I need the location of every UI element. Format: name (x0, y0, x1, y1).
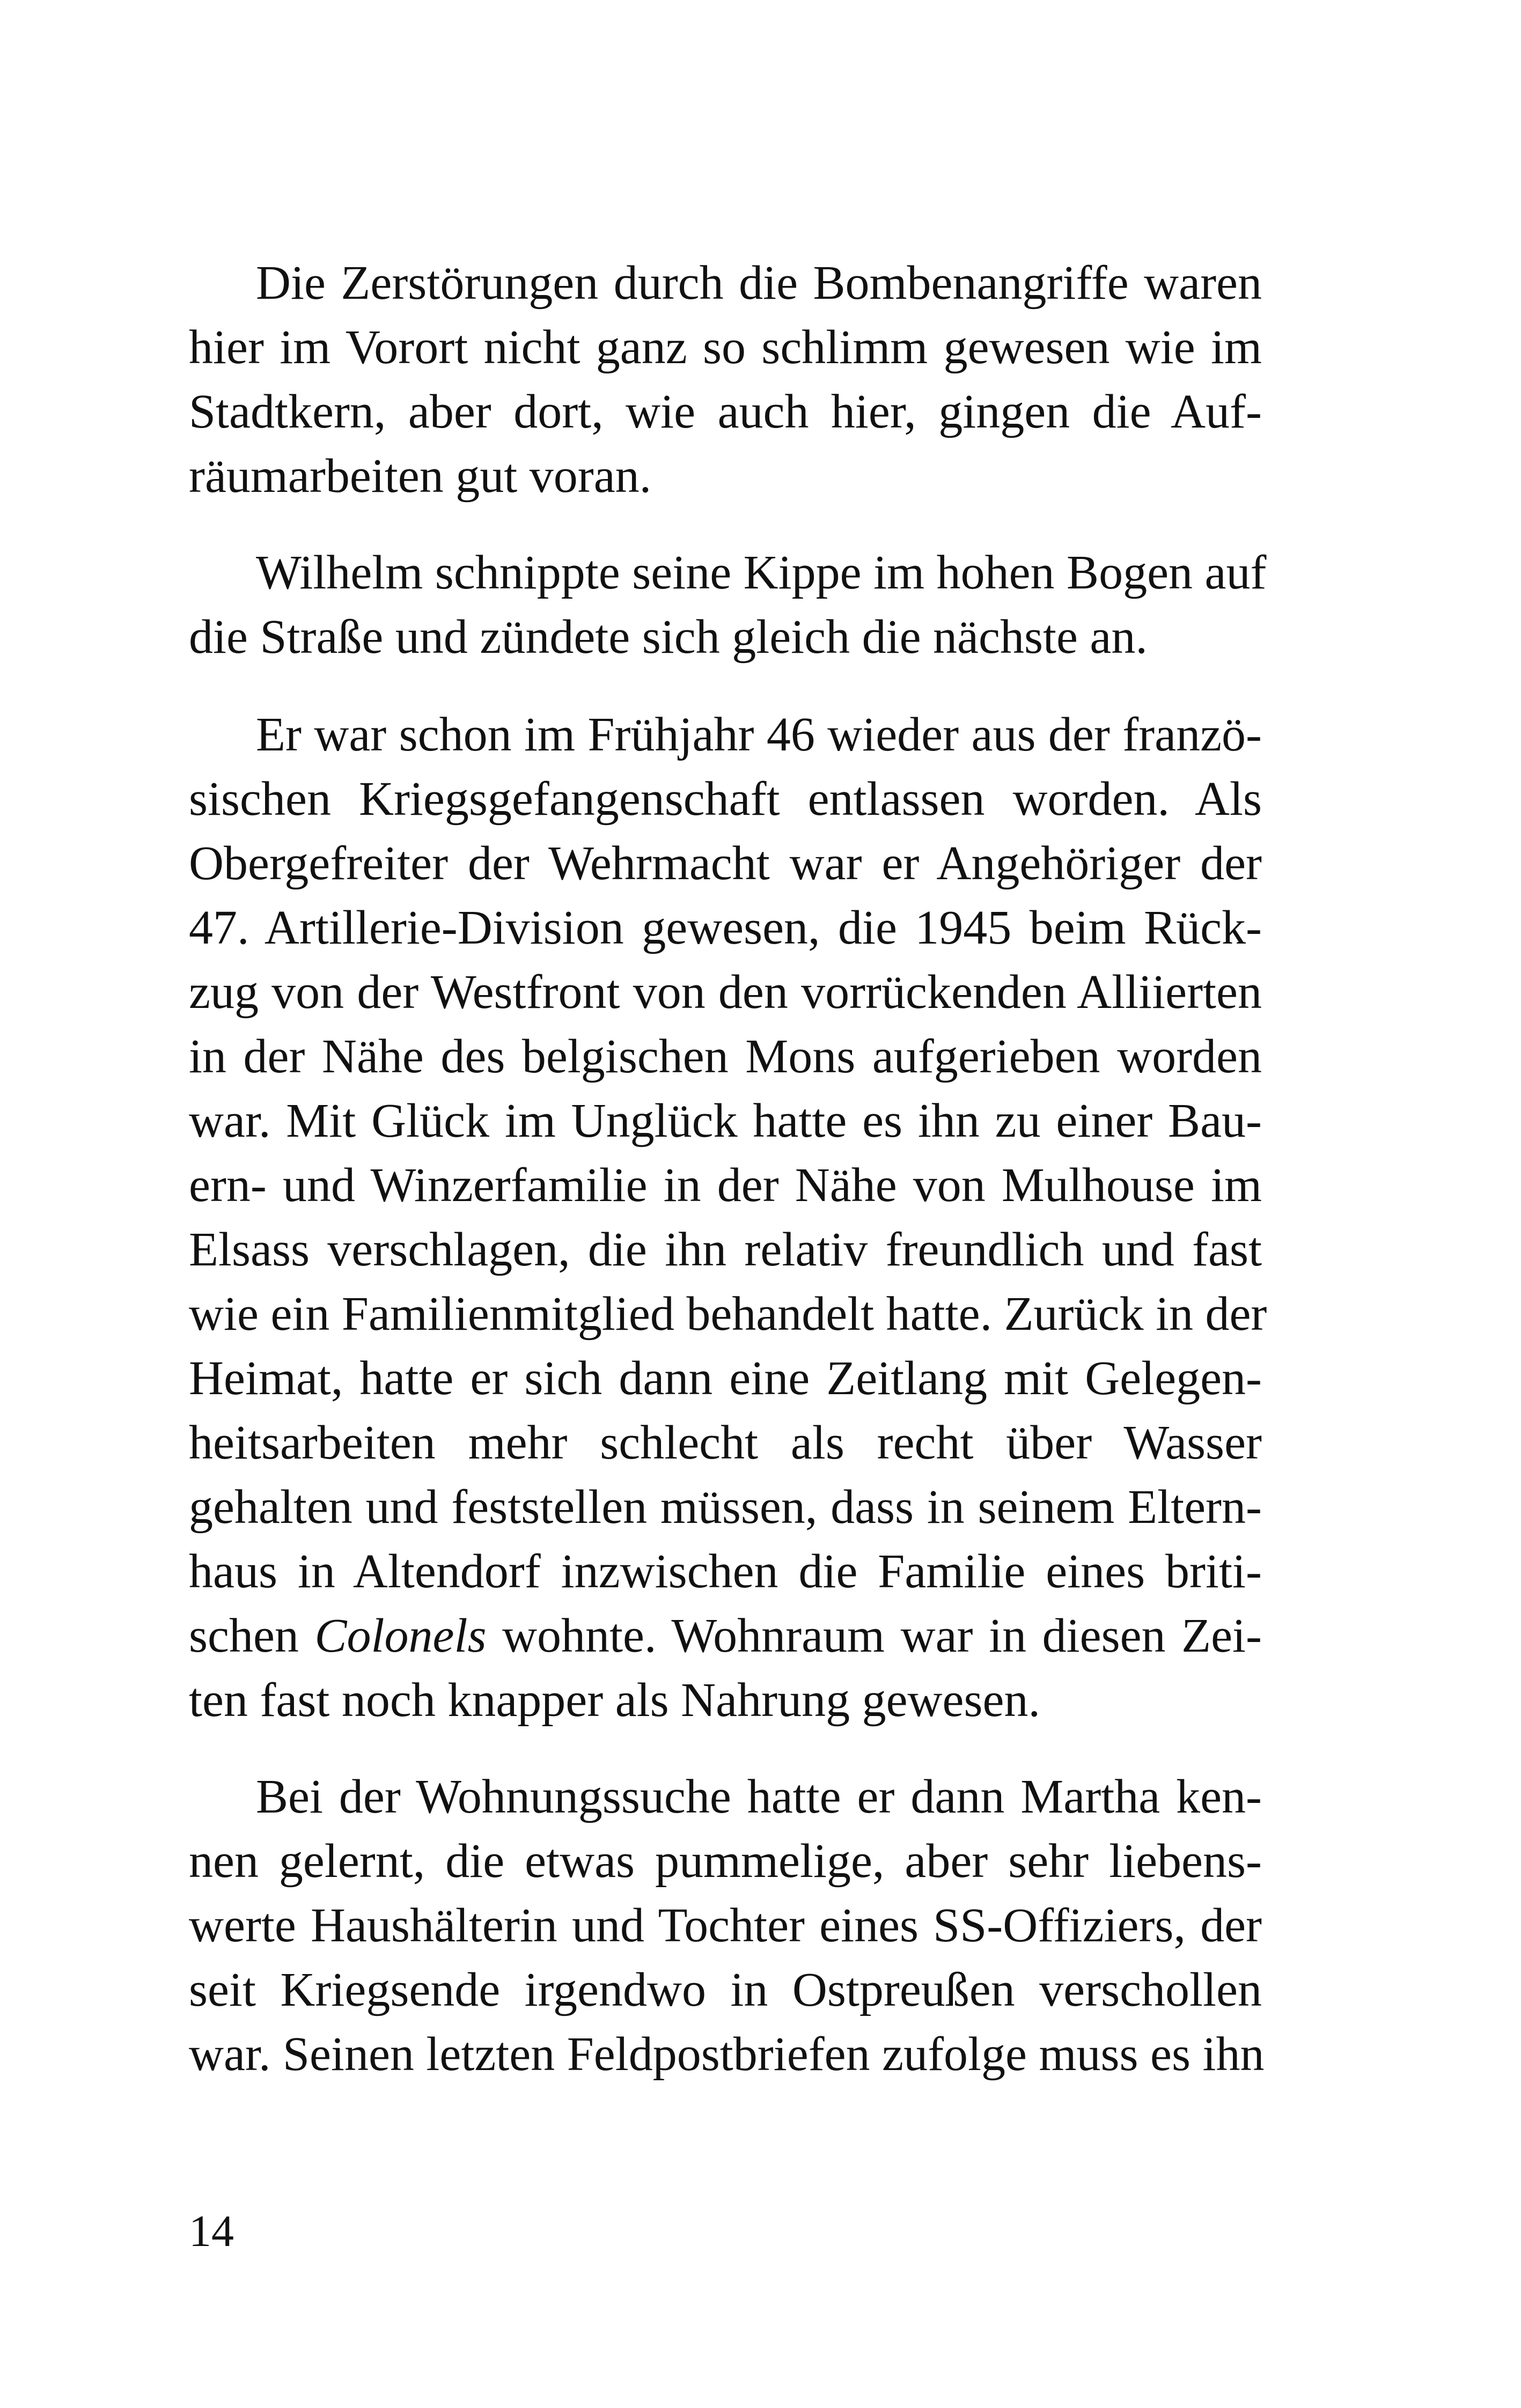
text-line: Obergefreiter der Wehrmacht war er Angehöriger der (189, 837, 1262, 890)
text-line: nen gelernt, die etwas pummelige, aber sehr liebens- (189, 1835, 1262, 1888)
text-line: seit Kriegsende irgendwo in Ostpreußen verschollen (189, 1963, 1262, 2016)
text-line: haus in Altendorf inzwischen die Familie eines briti- (189, 1545, 1262, 1598)
text-segment: wohnte. Wohnraum war in diesen Zei- (486, 1609, 1262, 1662)
text-line: 47. Artillerie-Division gewesen, die 1945 beim Rück- (189, 901, 1262, 954)
text-line: heitsarbeiten mehr schlecht als recht über Wasser (189, 1416, 1262, 1469)
text-line: sischen Kriegsgefangenschaft entlassen worden. Als (189, 772, 1262, 826)
text-line: gehalten und feststellen müssen, dass in seinem Eltern- (189, 1481, 1262, 1534)
text-line: ern- und Winzerfamilie in der Nähe von Mulhouse im (189, 1159, 1262, 1212)
text-line: Heimat, hatte er sich dann eine Zeitlang mit Gelegen- (189, 1352, 1262, 1405)
text-line: Wilhelm schnippte seine Kippe im hohen Bogen auf (256, 546, 1267, 599)
text-line (189, 1604, 1262, 1668)
text-line: hier im Vorort nicht ganz so schlimm gewesen wie im (189, 321, 1262, 374)
text-line: Bei der Wohnungssuche hatte er dann Martha ken- (256, 1770, 1262, 1823)
text-line: Er war schon im Frühjahr 46 wieder aus der franzö- (256, 708, 1262, 761)
text-segment: schen (189, 1609, 315, 1662)
text-line: Elsass verschlagen, die ihn relativ freundlich und fast (189, 1223, 1262, 1276)
text-line: Stadtkern, aber dort, wie auch hier, gingen die Auf- (189, 385, 1262, 438)
text-line: in der Nähe des belgischen Mons aufgerieben worden (189, 1030, 1262, 1083)
text-line: die Straße und zündete sich gleich die nächste an. (189, 610, 1148, 664)
text-line: wie ein Familienmitglied behandelt hatte. Zurück in der (189, 1287, 1267, 1341)
text-line: ten fast noch knapper als Nahrung gewesen. (189, 1674, 1040, 1727)
text-line: war. Mit Glück im Unglück hatte es ihn zu einer Bau- (189, 1094, 1262, 1147)
text-line: war. Seinen letzten Feldpostbriefen zufolge muss es ihn (189, 2028, 1265, 2081)
italic-term: Colonels (314, 1609, 487, 1662)
text-line: werte Haushälterin und Tochter eines SS-Offiziers, der (189, 1899, 1262, 1952)
text-line: räumarbeiten gut voran. (189, 450, 652, 503)
text-line: zug von der Westfront von den vorrückenden Alliierten (189, 966, 1262, 1019)
page-number: 14 (189, 2206, 234, 2256)
text-line: Die Zerstörungen durch die Bombenangriffe waren (256, 256, 1262, 310)
